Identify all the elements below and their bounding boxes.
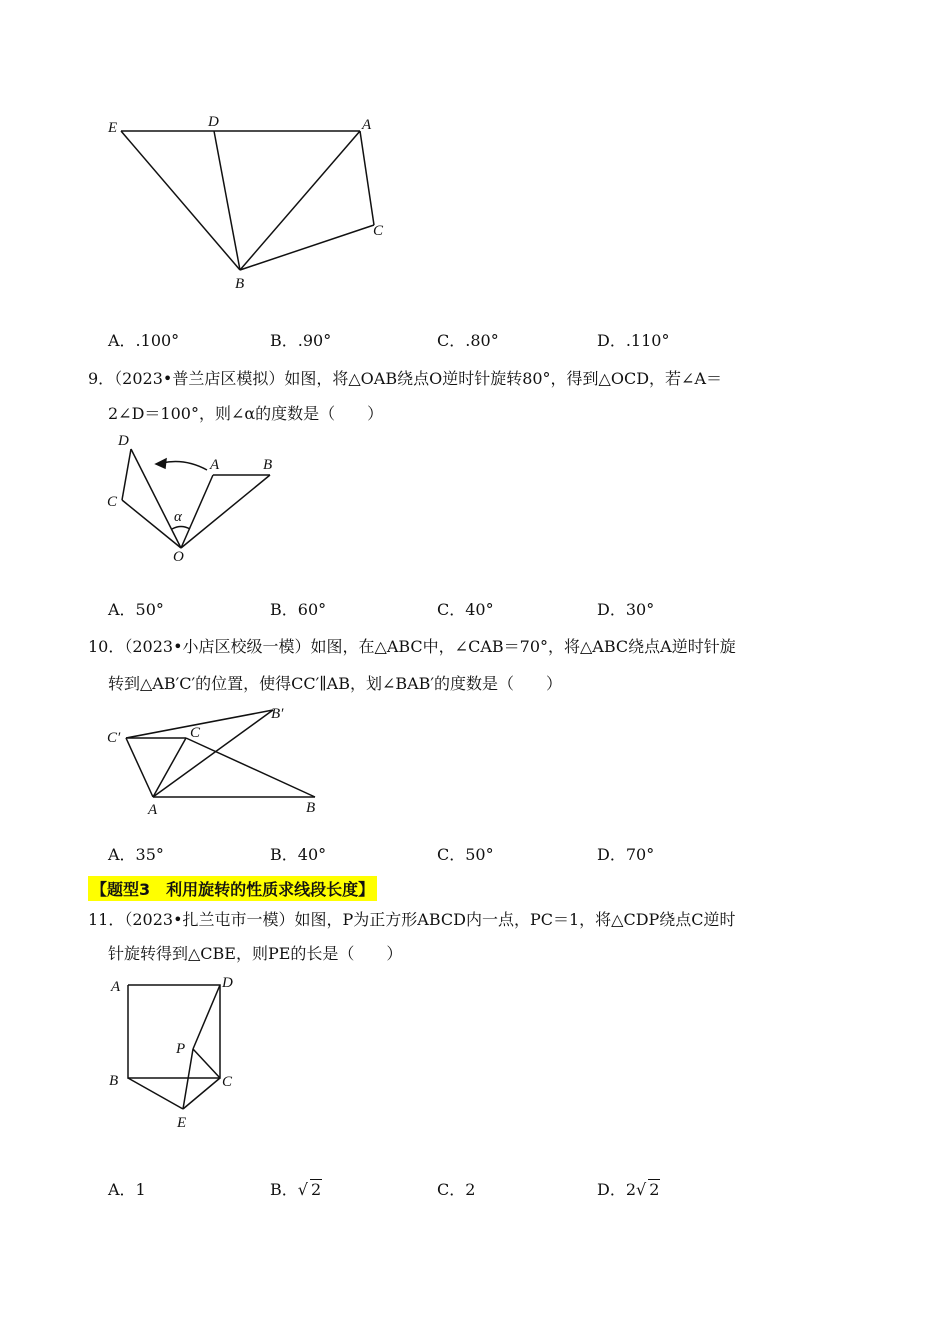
q11-option-a: A．1 — [108, 1180, 146, 1199]
figure-q10 — [0, 700, 950, 820]
fig-q10-label-c: C — [190, 725, 201, 741]
fig-q10-label-c-prime: C′ — [107, 730, 121, 746]
figure-q8 — [0, 0, 950, 300]
fig-q10-label-b: B — [306, 800, 316, 816]
fig-q11-label-e: E — [177, 1115, 187, 1131]
fig-q11-label-p: P — [176, 1041, 186, 1057]
q10-option-c: C．50° — [437, 845, 494, 864]
figure-q9 — [0, 420, 950, 620]
q11-option-d-prefix: D．2 — [597, 1180, 637, 1199]
q9-option-a: A．50° — [108, 600, 164, 619]
fig-q9-label-alpha: α — [174, 509, 182, 525]
fig-q8-label-b: B — [235, 276, 245, 292]
fig-q9-label-b: B — [263, 457, 273, 473]
q9-text-line1: 9．（2023•普兰店区模拟）如图，将△OAB绕点O逆时针旋转80°，得到△OCD，若∠A＝ — [88, 369, 723, 388]
q9-option-b: B．60° — [270, 600, 327, 619]
q9-option-d: D．30° — [597, 600, 655, 619]
fig-q8-label-a: A — [362, 117, 372, 133]
q9-option-c: C．40° — [437, 600, 494, 619]
q11-option-b — [270, 1177, 322, 1200]
q8-option-a: A．.100° — [108, 331, 180, 350]
fig-q11-label-a: A — [111, 979, 121, 995]
q10-text-line2: 转到△AB′C′的位置，使得CC′∥AB，划∠BAB′的度数是（ ） — [108, 674, 563, 693]
q10-text-line1: 10．（2023•小店区校级一模）如图，在△ABC中，∠CAB＝70°，将△ABC绕点A逆时针旋 — [88, 637, 736, 656]
fig-q8-label-e: E — [108, 120, 118, 136]
fig-q10-label-a: A — [148, 802, 158, 818]
q10-option-d: D．70° — [597, 845, 655, 864]
q8-option-b: B．.90° — [270, 331, 332, 350]
q11-option-d — [597, 1177, 660, 1200]
q11-option-d-radicand: 2 — [649, 1180, 660, 1199]
fig-q11-label-b: B — [109, 1073, 119, 1089]
q8-option-c: C．.80° — [437, 331, 499, 350]
fig-q8-label-d: D — [208, 114, 219, 130]
q10-option-a: A．35° — [108, 845, 164, 864]
q11-option-b-radicand: 2 — [310, 1180, 322, 1199]
sqrt-icon: √ — [636, 1180, 647, 1199]
q9-text-line2: 2∠D＝100°，则∠α的度数是（ ） — [108, 404, 384, 423]
fig-q9-label-o: O — [173, 549, 184, 565]
figure-q11 — [0, 970, 950, 1150]
fig-q11-label-d: D — [222, 975, 233, 991]
q11-text-line1: 11．（2023•扎兰屯市一模）如图，P为正方形ABCD内一点，PC＝1，将△CDP绕点C逆时 — [88, 910, 736, 929]
q10-option-b: B．40° — [270, 845, 327, 864]
fig-q9-label-d: D — [118, 433, 129, 449]
section-3-heading: 【题型3 利用旋转的性质求线段长度】 — [88, 876, 377, 901]
q11-text-line2: 针旋转得到△CBE，则PE的长是（ ） — [108, 944, 403, 963]
fig-q9-label-a: A — [210, 457, 220, 473]
fig-q8-label-c: C — [373, 223, 384, 239]
q11-option-c: C．2 — [437, 1180, 476, 1199]
fig-q10-label-b-prime: B′ — [271, 706, 284, 722]
fig-q9-label-c: C — [107, 494, 118, 510]
q11-option-b-prefix: B． — [270, 1180, 298, 1199]
fig-q11-label-c: C — [222, 1074, 233, 1090]
sqrt-icon: √ — [297, 1180, 308, 1199]
q8-option-d: D．.110° — [597, 331, 670, 350]
